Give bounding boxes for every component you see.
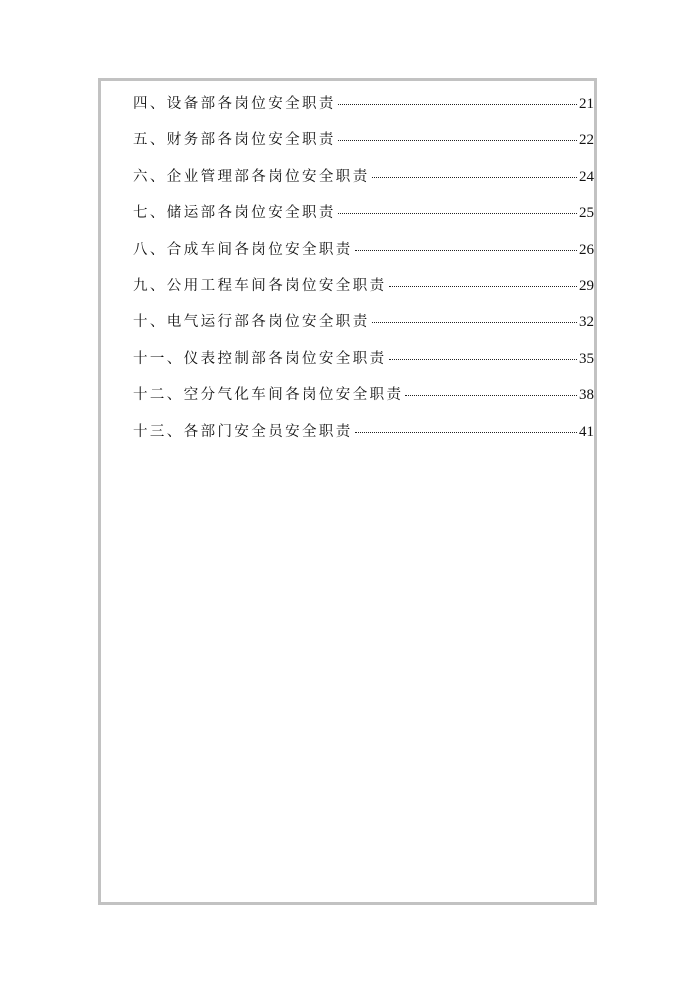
table-of-contents bbox=[133, 90, 594, 454]
toc-leader-dots bbox=[405, 395, 577, 396]
toc-entry-title: 十三、各部门安全员安全职责 bbox=[133, 423, 353, 440]
toc-entry[interactable] bbox=[133, 163, 594, 199]
toc-entry-title: 十、电气运行部各岗位安全职责 bbox=[133, 314, 370, 331]
toc-entry-page: 41 bbox=[579, 423, 594, 440]
toc-entry-page: 21 bbox=[579, 96, 594, 112]
toc-entry-title: 十一、仪表控制部各岗位安全职责 bbox=[133, 350, 387, 367]
toc-entry-page: 35 bbox=[579, 350, 594, 367]
toc-entry-title: 十二、空分气化车间各岗位安全职责 bbox=[133, 387, 404, 404]
toc-entry-page: 24 bbox=[579, 168, 594, 185]
toc-entry[interactable] bbox=[133, 381, 594, 417]
toc-leader-dots bbox=[338, 104, 577, 105]
toc-entry[interactable] bbox=[133, 236, 594, 272]
toc-leader-dots bbox=[355, 250, 577, 251]
toc-entry[interactable] bbox=[133, 272, 594, 308]
toc-entry-page: 29 bbox=[579, 277, 594, 294]
toc-entry-page: 25 bbox=[579, 205, 594, 222]
toc-entry[interactable] bbox=[133, 418, 594, 454]
toc-entry-title: 九、公用工程车间各岗位安全职责 bbox=[133, 277, 387, 294]
toc-leader-dots bbox=[338, 213, 577, 214]
toc-entry-title: 四、设备部各岗位安全职责 bbox=[133, 96, 336, 112]
toc-entry-page: 22 bbox=[579, 132, 594, 149]
toc-leader-dots bbox=[389, 286, 578, 287]
toc-entry[interactable] bbox=[133, 345, 594, 381]
toc-leader-dots bbox=[355, 432, 577, 433]
toc-entry-title: 六、企业管理部各岗位安全职责 bbox=[133, 168, 370, 185]
toc-entry-page: 38 bbox=[579, 387, 594, 404]
toc-entry-title: 五、财务部各岗位安全职责 bbox=[133, 132, 336, 149]
toc-entry[interactable] bbox=[133, 126, 594, 162]
toc-entry-page: 26 bbox=[579, 241, 594, 258]
toc-leader-dots bbox=[372, 322, 577, 323]
toc-leader-dots bbox=[372, 177, 577, 178]
toc-leader-dots bbox=[338, 140, 577, 141]
toc-entry-title: 七、储运部各岗位安全职责 bbox=[133, 205, 336, 222]
toc-entry-title: 八、合成车间各岗位安全职责 bbox=[133, 241, 353, 258]
toc-entry[interactable] bbox=[133, 308, 594, 344]
toc-entry[interactable] bbox=[133, 199, 594, 235]
toc-leader-dots bbox=[389, 359, 578, 360]
toc-entry[interactable] bbox=[133, 90, 594, 126]
toc-entry-page: 32 bbox=[579, 314, 594, 331]
